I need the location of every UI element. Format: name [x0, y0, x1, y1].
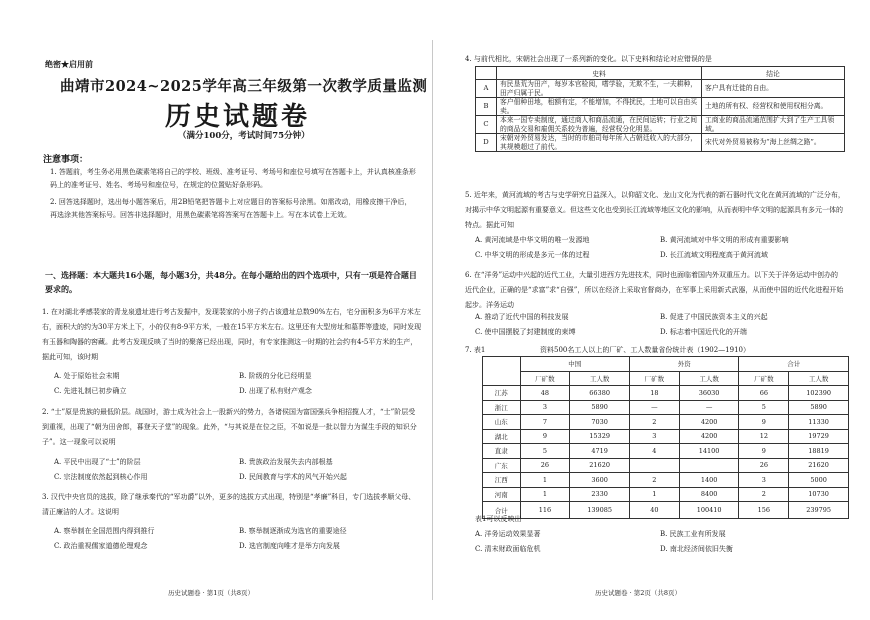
option-c[interactable]: C. 宗法制度依然起到核心作用	[54, 473, 148, 481]
cell: 7030	[570, 415, 630, 430]
cell: 1	[630, 487, 680, 502]
table-row	[483, 487, 849, 502]
row-label: A	[476, 80, 497, 98]
cell: 18	[630, 386, 680, 401]
option-a[interactable]: A. 推动了近代中国的科技发展	[475, 313, 569, 321]
exam-title: 曲靖市2024~2025学年高三年级第一次教学质量监测	[60, 78, 428, 95]
cell: 14100	[679, 444, 739, 459]
question-7-stem: 表1可以反映出	[475, 515, 522, 523]
cell: 66	[739, 386, 789, 401]
notice-title: 注意事项：	[43, 155, 89, 165]
option-d[interactable]: D. 出现了私有财产观念	[239, 387, 312, 395]
cell: 139085	[570, 502, 630, 519]
cell: 9	[739, 444, 789, 459]
cell: 100410	[679, 502, 739, 519]
cell: 4200	[679, 415, 739, 430]
subject-title: 历史试题卷	[165, 102, 311, 132]
cell: 5890	[570, 400, 630, 415]
notice-item-1: 1. 答题前，考生务必用黑色碳素笔将自己的学校、班级、准考证号、考场号和座位号填写在答题卡上，并认真核准条形码上的准考证号、姓名、考场号和座位号，在规定的位置贴好条形码。	[50, 168, 416, 189]
cell: 19729	[789, 429, 849, 444]
cell: 66380	[570, 386, 630, 401]
cell: 26	[520, 458, 570, 473]
cell: 1	[520, 473, 570, 488]
row-label: C	[476, 116, 497, 134]
conclusion: 客户具有迁徙的自由。	[702, 80, 845, 98]
score-note: （满分100分，考试时间75分钟）	[178, 131, 310, 141]
cell: 116	[520, 502, 570, 519]
province: 江苏	[483, 386, 521, 401]
option-b[interactable]: B. 阶级的分化已经明显	[239, 372, 312, 380]
option-d[interactable]: D. 民间教育与学术的风气开始兴起	[239, 473, 347, 481]
secret-label: 绝密★启用前	[45, 59, 93, 69]
sub-header: 厂矿数	[739, 371, 789, 386]
question-3-stem: 3. 汉代中央官员的选拔，除了继承秦代的“军功爵”以外，更多的选拔方式出现，特别是“孝廉”科目，专门选拔孝顺父母、清正廉洁的人才。这说明	[42, 493, 416, 516]
question-5-options	[475, 233, 835, 263]
cell: 3	[630, 429, 680, 444]
question-2-stem: 2. “士”原是贵族的最低阶层。战国时，游士成为社会上一股新兴的势力，各诸侯国为富国强兵争相招揽人才，“士”阶层受到重视，出现了“朝为田舍郎，暮登天子堂”的现象。此外，“与其说是在位之臣，不如说是一批以智力为谋生手段的知识分子”。这一现象可以说明	[42, 408, 417, 446]
cell: 156	[739, 502, 789, 519]
total-label: 合计	[483, 502, 521, 519]
question-7-label: 7. 表1	[465, 346, 486, 354]
cell: 7	[520, 415, 570, 430]
province: 直隶	[483, 444, 521, 459]
cell: 5890	[789, 400, 849, 415]
cell: 40	[630, 502, 680, 519]
sub-header: 工人数	[570, 371, 630, 386]
sub-header: 工人数	[789, 371, 849, 386]
cell: 9	[739, 415, 789, 430]
table-row	[476, 116, 845, 134]
cell: 4	[630, 444, 680, 459]
province-header	[483, 357, 521, 386]
historical-material: 客户佃种田地，租额有定，不能增加，不得扰民，土地可以自由买卖。	[497, 98, 702, 116]
historical-material: 宋朝对外贸易发达，当时的市舶司每年所入占朝廷收入的大部分，其规模超过了前代。	[497, 134, 702, 152]
cell: 4719	[570, 444, 630, 459]
question-5-stem: 5. 近年来，黄河流域的考古与史学研究日益深入，以仰韶文化、龙山文化为代表的新石器时代文化在黄河流域的广泛分布，对揭示中华文明起源有重要意义。但这些文化也受到长江流域等地区文化的影响，从而表明中华文明的起源具有多元一体的特点。据此可知	[465, 191, 845, 229]
option-a[interactable]: A. 黄河流域是中华文明的唯一发源地	[475, 236, 590, 244]
historical-material: 有民垦荒为田产，每岁本官检阅，嗜学验，无欺不生，一夫耕种，田产归属于民。	[497, 80, 702, 98]
table-row	[483, 400, 849, 415]
statistics-table	[482, 356, 849, 519]
cell: 3600	[570, 473, 630, 488]
cell: 2330	[570, 487, 630, 502]
cell: 1	[520, 487, 570, 502]
cell: 21620	[570, 458, 630, 473]
cell: 12	[739, 429, 789, 444]
sub-header: 厂矿数	[630, 371, 680, 386]
group-header-total: 合计	[739, 357, 849, 372]
question-6-options	[475, 310, 835, 340]
sub-header: 工人数	[679, 371, 739, 386]
table-caption: 资料500名工人以上的厂矿、工人数量省份统计表（1902—1910）	[540, 346, 750, 354]
cell: 2	[630, 415, 680, 430]
cell	[630, 458, 680, 473]
row-label: D	[476, 134, 497, 152]
cell: 4200	[679, 429, 739, 444]
option-b[interactable]: B. 促进了中国民族资本主义的兴起	[660, 313, 768, 321]
province: 湖北	[483, 429, 521, 444]
table-header: 结论	[702, 67, 845, 80]
table-row	[476, 134, 845, 152]
right-page	[435, 0, 870, 620]
conclusion: 土地的所有权、经营权和使用权相分离。	[702, 98, 845, 116]
question-4-table	[475, 66, 845, 152]
total-row	[483, 502, 849, 519]
question-1-stem: 1. 在对湖北孝感裴家的青龙泉遗址进行考古发掘中，发现裴家的小房子约占该遗址总数90%左右，宅分面积多为6平方米左右，面积大的约为30平方米上下，小的仅有8-9平方米，一般在15平方米左右。这里还有大型房址和墓葬等遗迹，同时发现有玉器和陶器的窖藏。此考古发现反映了当时的聚落已经出现，同时，有专家推测这一时期的社会约有4-5平方米的生产，据此可知，该时期	[42, 308, 422, 361]
province: 山东	[483, 415, 521, 430]
table-row	[483, 429, 849, 444]
table-row	[483, 444, 849, 459]
cell: 5	[739, 400, 789, 415]
page-footer: 历史试题卷 · 第2页（共8页）	[595, 589, 681, 597]
option-b[interactable]: B. 贵族政治发展失去内部根基	[239, 458, 333, 466]
cell: 2	[630, 473, 680, 488]
table-row	[483, 415, 849, 430]
option-a[interactable]: A. 处于原始社会末期	[54, 372, 120, 380]
cell: 26	[739, 458, 789, 473]
option-c[interactable]: C. 政治重视儒家道德伦理观念	[54, 542, 148, 550]
province: 浙江	[483, 400, 521, 415]
cell: 1400	[679, 473, 739, 488]
cell: —	[630, 400, 680, 415]
table-row	[476, 98, 845, 116]
option-d[interactable]: D. 南北经济间依旧失衡	[660, 545, 733, 553]
option-b[interactable]: B. 察举制逐渐成为选官的重要途径	[239, 527, 347, 535]
cell: 5000	[789, 473, 849, 488]
question-7-options	[475, 527, 835, 557]
cell: 2	[739, 487, 789, 502]
cell: 5	[520, 444, 570, 459]
question-3-options	[54, 524, 414, 554]
cell: 15329	[570, 429, 630, 444]
cell: 21620	[789, 458, 849, 473]
question-6-stem: 6. 在“洋务”运动中兴起的近代工业，大量引进西方先进技术，同时也面临着国内外双重压力。以下关于洋务运动中创办的近代企业，正确的是“求富”求“自强”，所以在经济上采取官督商办，在军事上采用新式武器，从而使中国的近代化进程开始起步。洋务运动	[465, 271, 844, 309]
cell: 36030	[679, 386, 739, 401]
notice-item-2: 2. 回答选择题时，选出每小题答案后，用2B铅笔把答题卡上对应题目的答案标号涂黑。如需改动，用橡皮擦干净后，再选涂其他答案标号。回答非选择题时，用黑色碳素笔将答案写在答题卡上。写在本试卷上无效。	[50, 198, 412, 219]
page-footer: 历史试题卷 · 第1页（共8页）	[168, 589, 254, 597]
sub-header: 厂矿数	[520, 371, 570, 386]
group-header-foreign: 外资	[630, 357, 739, 372]
option-a[interactable]: A. 察举制在全国范围内得到推行	[54, 527, 155, 535]
option-d[interactable]: D. 长江流域文明程度高于黄河流域	[660, 251, 768, 259]
province: 江西	[483, 473, 521, 488]
province: 河南	[483, 487, 521, 502]
cell: 239795	[789, 502, 849, 519]
question-4-stem: 4. 与前代相比，宋朝社会出现了一系列新的变化。以下史料和结论对应错误的是	[465, 55, 712, 63]
cell: 9	[520, 429, 570, 444]
cell: 102390	[789, 386, 849, 401]
row-label: B	[476, 98, 497, 116]
table-row	[483, 386, 849, 401]
option-d[interactable]: D. 选官制度向唯才是举方向发展	[239, 542, 340, 550]
cell: 11330	[789, 415, 849, 430]
option-d[interactable]: D. 标志着中国近代化的开端	[660, 328, 747, 336]
cell: —	[679, 400, 739, 415]
table-header	[476, 67, 497, 80]
table-row	[483, 458, 849, 473]
cell: 48	[520, 386, 570, 401]
question-2-options	[54, 455, 414, 485]
option-c[interactable]: C. 清末财政面临危机	[475, 545, 541, 553]
section-title: 一、选择题：本大题共16小题，每小题3分，共48分。在每小题给出的四个选项中，只有一项是符合题目要求的。	[45, 270, 417, 294]
table-header: 史料	[497, 67, 702, 80]
cell: 3	[739, 473, 789, 488]
conclusion: 宋代对外贸易被称为“海上丝绸之路”。	[702, 134, 845, 152]
cell: 3	[520, 400, 570, 415]
table-row	[483, 473, 849, 488]
conclusion: 工商业的商品流通范围扩大到了生产工具领域。	[702, 116, 845, 134]
question-1-options	[54, 369, 414, 399]
option-b[interactable]: B. 黄河流域对中华文明的形成有重要影响	[660, 236, 789, 244]
option-c[interactable]: C. 中华文明的形成是多元一体的过程	[475, 251, 590, 259]
option-c[interactable]: C. 先进礼制已初步确立	[54, 387, 127, 395]
option-a[interactable]: A. 洋务运动效果显著	[475, 530, 541, 538]
cell: 18819	[789, 444, 849, 459]
historical-material: 本来一国专卖制度，通过商人和商品流通，在民间运转；行业之间的商品交易和雇佣关系较为普遍，经营权分化明显。	[497, 116, 702, 134]
cell	[679, 458, 739, 473]
cell: 8400	[679, 487, 739, 502]
group-header-chinese: 中国	[520, 357, 629, 372]
province: 广东	[483, 458, 521, 473]
cell: 10730	[789, 487, 849, 502]
option-c[interactable]: C. 使中国摆脱了封建制度的束缚	[475, 328, 576, 336]
table-row	[476, 80, 845, 98]
option-b[interactable]: B. 民族工业有所发展	[660, 530, 726, 538]
option-a[interactable]: A. 平民中出现了“士”的阶层	[54, 458, 141, 466]
